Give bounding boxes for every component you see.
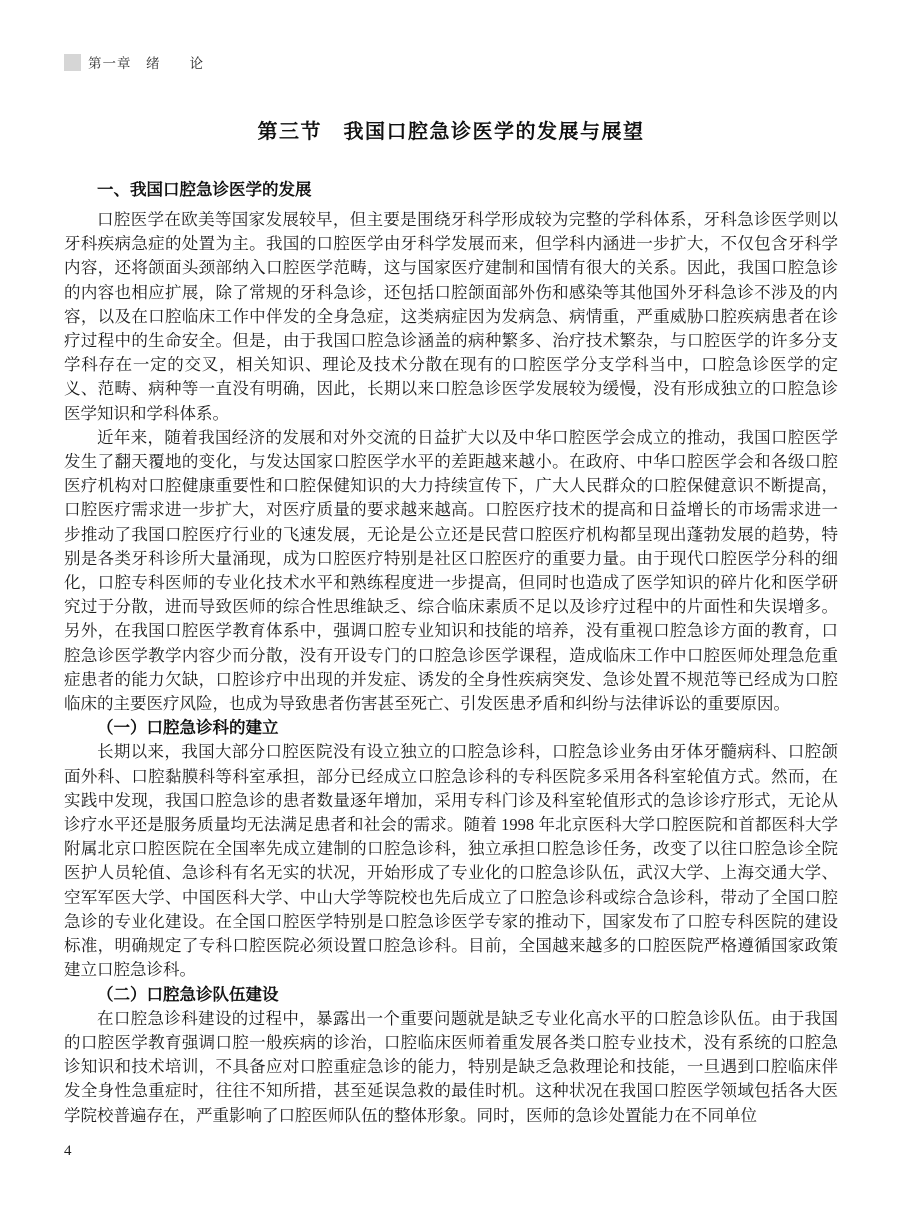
paragraph-development-2: 近年来，随着我国经济的发展和对外交流的日益扩大以及中华口腔医学会成立的推动，我国口腔医学发生了翻天覆地的变化，与发达国家口腔医学水平的差距越来越小。在政府、中华口腔医学会和各级口腔医疗机构对口腔健康重要性和口腔保健知识的大力持续宣传下，广大人民群众的口腔保健意识不断提高，口腔医疗需求进一步扩大，对医疗质量的要求越来越高。口腔医疗技术的提高和日益增长的市场需求进一步推动了我国口腔医疗行业的飞速发展，无论是公立还是民营口腔医疗机构都呈现出蓬勃发展的趋势，特别是各类牙科诊所大量涌现，成为口腔医疗特别是社区口腔医疗的重要力量。由于现代口腔医学分科的细化，口腔专科医师的专业化技术水平和熟练程度进一步提高，但同时也造成了医学知识的碎片化和医学研究过于分散，进而导致医师的综合性思维缺乏、综合临床素质不足以及诊疗过程中的片面性和失误增多。另外，在我国口腔医学教育体系中，强调口腔专业知识和技能的培养，没有重视口腔急诊方面的教育，口腔急诊医学教学内容少而分散，没有开设专门的口腔急诊医学课程，造成临床工作中口腔医师处理急危重症患者的能力欠缺，口腔诊疗中出现的并发症、诱发的全身性疾病突发、急诊处置不规范等已经成为口腔临床的主要医疗风险，也成为导致患者伤害甚至死亡、引发医患矛盾和纠纷与法律诉讼的重要原因。 [64, 427, 838, 714]
paragraph-team-building: 在口腔急诊科建设的过程中，暴露出一个重要问题就是缺乏专业化高水平的口腔急诊队伍。由于我国的口腔医学教育强调口腔一般疾病的诊治，口腔临床医师着重发展各类口腔专业技术，没有系统的口腔急诊知识和技术培训，不具备应对口腔重症急诊的能力，特别是缺乏急救理论和技能，一旦遇到口腔临床伴发全身性急重症时，往往不知所措，甚至延误急救的最佳时机。这种状况在我国口腔医学领域包括各大医学院校普遍存在，严重影响了口腔医师队伍的整体形象。同时，医师的急诊处置能力在不同单位 [64, 1008, 838, 1125]
paragraph-development-1: 口腔医学在欧美等国家发展较早，但主要是围绕牙科学形成较为完整的学科体系，牙科急诊医学则以牙科疾病急症的处置为主。我国的口腔医学由牙科学发展而来，但学科内涵进一步扩大，不仅包含牙科学内容，还将颌面头颈部纳入口腔医学范畴，这与国家医疗建制和国情有很大的关系。因此，我国口腔急诊的内容也相应扩展，除了常规的牙科急诊，还包括口腔颌面部外伤和感染等其他国外牙科急诊不涉及的内容，以及在口腔临床工作中伴发的全身急症，这类病症因为发病急、病情重，严重威胁口腔疾病患者在诊疗过程中的生命安全。但是，由于我国口腔急诊涵盖的病种繁多、治疗技术繁杂，与口腔医学的许多分支学科存在一定的交叉，相关知识、理论及技术分散在现有的口腔医学分支学科当中，口腔急诊医学的定义、范畴、病种等一直没有明确，因此，长期以来口腔急诊医学发展较为缓慢，没有形成独立的口腔急诊医学知识和学科体系。 [64, 210, 838, 423]
heading-team-building: （二）口腔急诊队伍建设 [97, 985, 279, 1004]
page-footer [64, 1143, 72, 1160]
page-number: 4 [64, 1143, 72, 1159]
paragraph-establishment: 长期以来，我国大部分口腔医院没有设立独立的口腔急诊科，口腔急诊业务由牙体牙髓病科、口腔颌面外科、口腔黏膜科等科室承担，部分已经成立口腔急诊科的专科医院多采用各科室轮值方式。然而，在实践中发现，我国口腔急诊的患者数量逐年增加，采用专科门诊及科室轮值形式的急诊诊疗形式，无论从诊疗水平还是服务质量均无法满足患者和社会的需求。随着 1998 年北京医科大学口腔医院和首都医科大学附属北京口腔医院在全国率先成立建制的口腔急诊科，独立承担口腔急诊任务，改变了以往口腔急诊全院医护人员轮值、急诊科有名无实的状况，开始形成了专业化的口腔急诊队伍，武汉大学、上海交通大学、空军军医大学、中国医科大学、中山大学等院校也先后成立了口腔急诊科或综合急诊科，带动了全国口腔急诊的专业化建设。在全国口腔医学特别是口腔急诊医学专家的推动下，国家发布了口腔专科医院的建设标准，明确规定了专科口腔医院必须设置口腔急诊科。目前，全国越来越多的口腔医院严格遵循国家政策建立口腔急诊科。 [64, 742, 838, 980]
heading-development: 一、我国口腔急诊医学的发展 [97, 181, 312, 199]
chapter-label: 第一章 绪 论 [88, 56, 204, 71]
section-title: 第三节 我国口腔急诊医学的发展与展望 [257, 121, 645, 143]
heading-establishment: （一）口腔急诊科的建立 [97, 719, 279, 738]
running-header [64, 52, 838, 72]
chapter-marker-icon [64, 54, 81, 71]
